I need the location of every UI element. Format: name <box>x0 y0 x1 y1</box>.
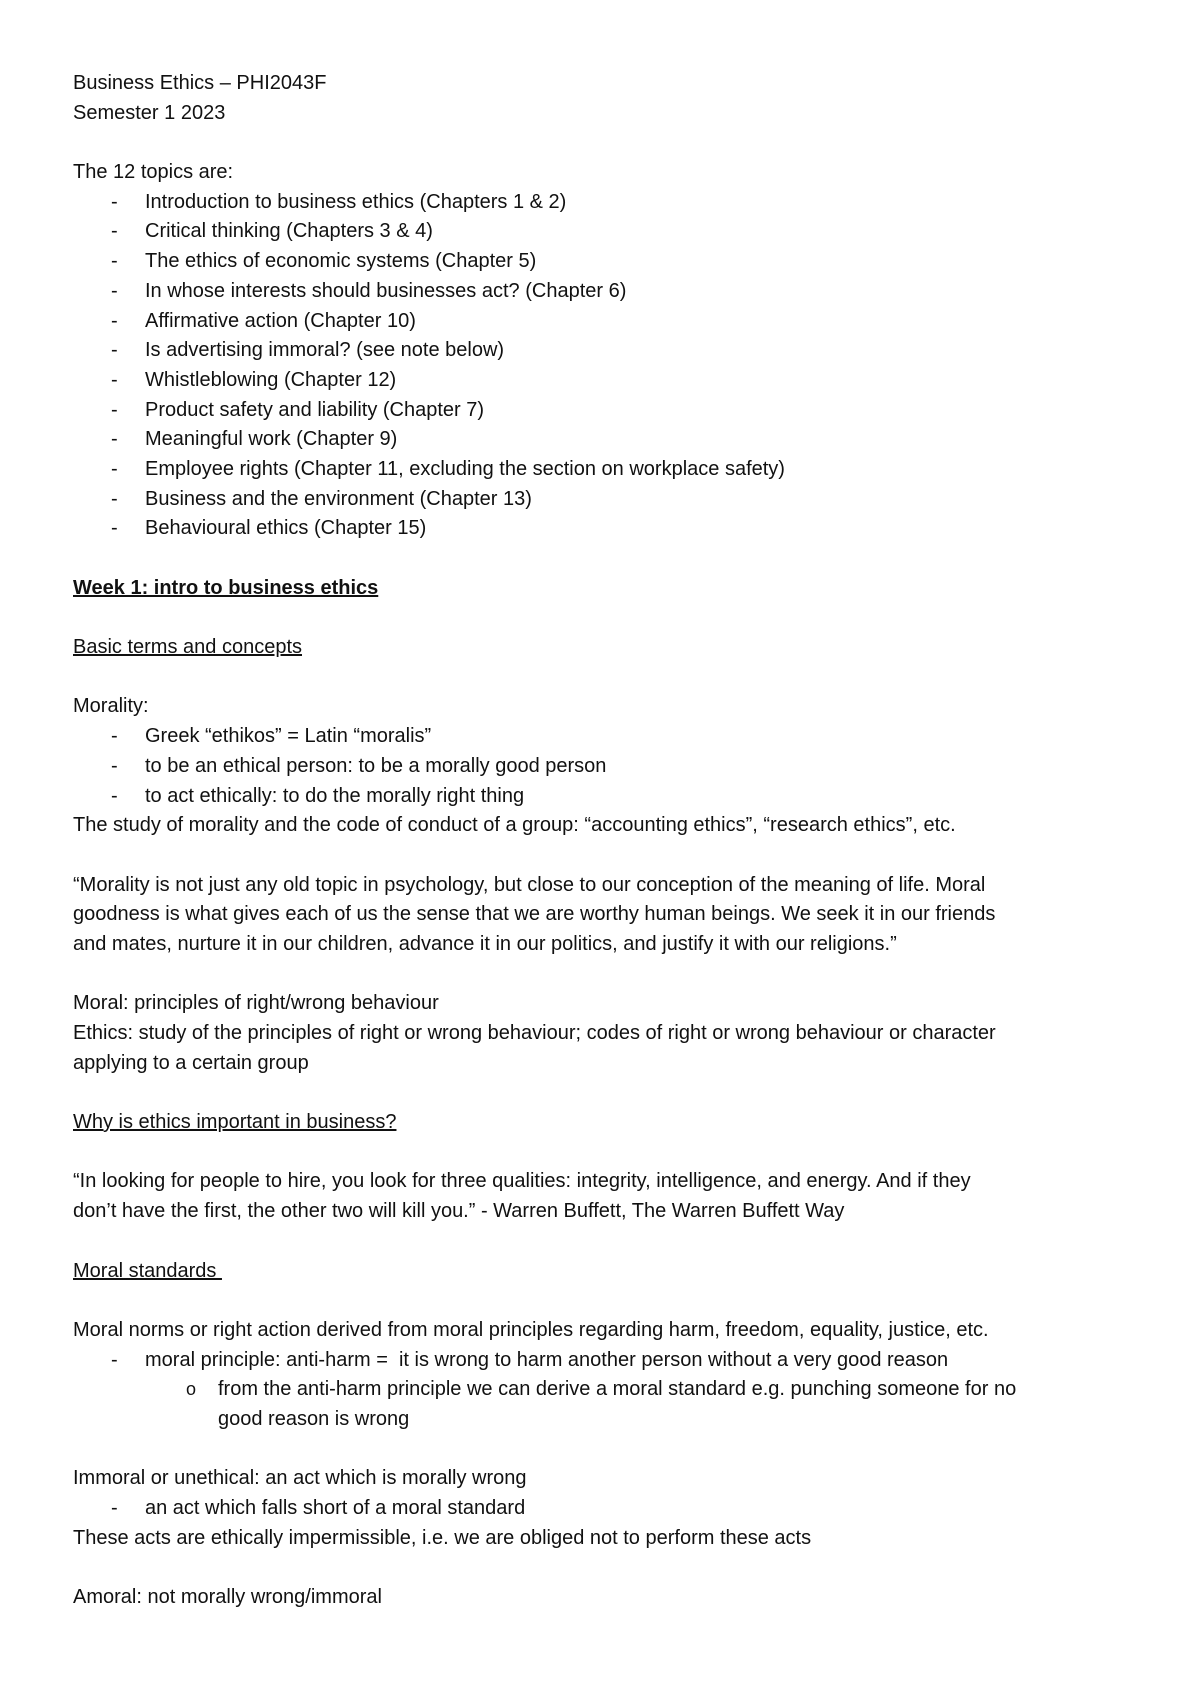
topic-item: - Whistleblowing (Chapter 12) <box>73 366 1133 396</box>
impermissible-line: These acts are ethically impermissible, i.e. we are obliged not to perform these acts <box>73 1526 812 1549</box>
morality-item: - Greek “ethikos” = Latin “moralis” <box>73 722 1133 752</box>
topic-item: - Employee rights (Chapter 11, excluding the section on workplace safety) <box>73 455 1133 485</box>
course-title: Business Ethics – PHI2043F <box>73 72 327 94</box>
anti-harm-sub-item-continued: good reason is wrong <box>218 1407 410 1430</box>
morality-item: - to be an ethical person: to be a morally good person <box>73 752 1133 782</box>
circle-bullet-icon: o <box>186 1379 197 1400</box>
topic-item: - Product safety and liability (Chapter 7) <box>73 396 1133 426</box>
topic-item: - In whose interests should businesses act? (Chapter 6) <box>73 277 1133 307</box>
moral-norms-line: Moral norms or right action derived from moral principles regarding harm, freedom, equality, justice, etc. <box>73 1318 989 1341</box>
morality-quote-line: “Morality is not just any old topic in psychology, but close to our conception of the meaning of life. Moral <box>73 873 986 896</box>
topic-item: - The ethics of economic systems (Chapter 5) <box>73 247 1133 277</box>
moral-principle-item: - moral principle: anti-harm = it is wrong to harm another person without a very good reason <box>73 1346 1133 1376</box>
buffett-quote-line: “In looking for people to hire, you look for three qualities: integrity, intelligence, and energy. And if they <box>73 1170 971 1193</box>
semester: Semester 1 2023 <box>73 101 226 124</box>
why-ethics-heading: Why is ethics important in business? <box>73 1111 397 1134</box>
ethics-definition-line: Ethics: study of the principles of right or wrong behaviour; codes of right or wrong behaviour or character <box>73 1022 996 1044</box>
morality-label: Morality: <box>73 695 149 718</box>
week1-heading: Week 1: intro to business ethics <box>73 576 379 599</box>
topic-item: - Behavioural ethics (Chapter 15) <box>73 514 1133 544</box>
morality-quote-line: goodness is what gives each of us the sense that we are worthy human beings. We seek it in our friends <box>73 903 996 926</box>
morality-quote-line: and mates, nurture it in our children, advance it in our politics, and justify it with our religions.” <box>73 932 897 955</box>
amoral-definition: Amoral: not morally wrong/immoral <box>73 1586 382 1609</box>
immoral-item: - an act which falls short of a moral standard <box>73 1494 1133 1524</box>
anti-harm-sub-item-text: from the anti-harm principle we can derive a moral standard e.g. punching someone for no <box>218 1378 1017 1401</box>
topic-item: - Meaningful work (Chapter 9) <box>73 425 1133 455</box>
topics-intro: The 12 topics are: <box>73 161 234 184</box>
ethics-definition-line: applying to a certain group <box>73 1051 309 1074</box>
anti-harm-sub-item <box>73 1375 1133 1405</box>
basic-terms-heading: Basic terms and concepts <box>73 636 302 659</box>
topic-item: - Affirmative action (Chapter 10) <box>73 307 1133 337</box>
study-of-morality-line: The study of morality and the code of conduct of a group: “accounting ethics”, “research ethics”, etc. <box>73 814 956 837</box>
buffett-quote-line: don’t have the first, the other two will kill you.” - Warren Buffett, The Warren Buffett Way <box>73 1200 845 1223</box>
immoral-definition: Immoral or unethical: an act which is morally wrong <box>73 1467 527 1490</box>
document-page <box>73 69 1133 1613</box>
moral-definition: Moral: principles of right/wrong behaviour <box>73 992 439 1015</box>
moral-standards-heading: Moral standards <box>73 1259 222 1282</box>
morality-item: - to act ethically: to do the morally right thing <box>73 782 1133 812</box>
topic-item: - Critical thinking (Chapters 3 & 4) <box>73 217 1133 247</box>
topic-item: - Introduction to business ethics (Chapters 1 & 2) <box>73 188 1133 218</box>
topic-item: - Business and the environment (Chapter 13) <box>73 485 1133 515</box>
topic-item: - Is advertising immoral? (see note below) <box>73 336 1133 366</box>
